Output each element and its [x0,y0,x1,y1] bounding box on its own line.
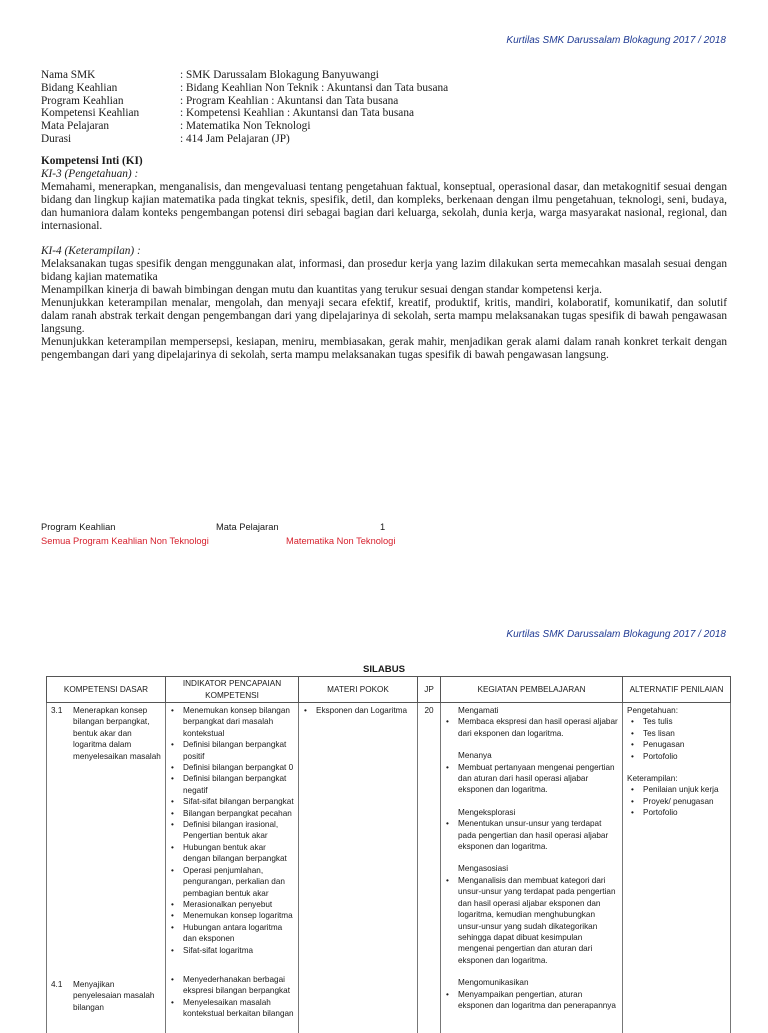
kd-cell [47,703,166,1033]
info-label: Mata Pelajaran [41,120,110,133]
list-item: • Proyek/ penugasan [630,796,726,807]
info-label: Kompetensi Keahlian [41,107,140,120]
list-item: • Portofolio [630,807,726,818]
kegiatan-heading: Menanya [458,751,492,761]
list-item: • Penilaian unjuk kerja [630,784,726,795]
footer-program-value: Semua Program Keahlian Non Teknologi [41,536,209,546]
footer-program-label: Program Keahlian [41,522,116,532]
list-item: • Membaca ekspresi dan hasil operasi aljabar dari eksponen dan logaritma. [445,716,618,739]
list-item: • Penugasan [630,739,726,750]
info-row-bidang [41,82,448,95]
kd-item [51,979,161,1013]
list-item: • Portofolio [630,751,726,762]
info-label: Durasi [41,132,72,145]
kegiatan-list [445,989,618,1012]
list-item: • Merasionalkan penyebut [170,899,294,910]
info-row-program [41,95,448,108]
list-item: • Eksponen dan Logaritma [303,705,413,716]
list-item: • Menemukan konsep bilangan berpangkat dari masalah kontekstual [170,705,294,739]
col-kegiatan: KEGIATAN PEMBELAJARAN [441,677,623,703]
kegiatan-cell [441,703,623,1033]
kd-text: Menyajikan penyelesaian masalah bilangan [73,980,155,1012]
silabus-title: SILABUS [362,664,406,675]
list-item: • Definisi bilangan berpangkat 0 [170,762,294,773]
info-value: : SMK Darussalam Blokagung Banyuwangi [180,69,379,81]
footer-mapel-value: Matematika Non Teknologi [286,536,396,546]
kegiatan-list [445,875,618,966]
info-label: Nama SMK [41,69,96,81]
list-item: • Membuat pertanyaan mengenai pengertian dan aturan dari hasil operasi aljabar eksponen dan logaritma. [445,762,618,796]
list-item: • Sifat-sifat logaritma [170,945,294,956]
col-kompetensi-dasar: KOMPETENSI DASAR [47,677,166,703]
penilaian-cell [623,703,731,1033]
kegiatan-heading: Mengeksplorasi [458,807,516,817]
list-item: • Menyelesaikan masalah kontekstual berkaitan bilangan [170,997,294,1020]
list-item: • Definisi bilangan berpangkat positif [170,739,294,762]
keterampilan-list [630,784,726,818]
info-label: Program Keahlian [41,94,124,107]
table-header-row [47,677,731,703]
ki3-label: KI-3 (Pengetahuan) : [41,167,139,180]
list-item: • Menyederhanakan berbagai ekspresi bilangan berpangkat [170,974,294,997]
list-item: • Operasi penjumlahan, pengurangan, perkalian dan pembagian bentuk akar [170,865,294,899]
keterampilan-label: Keterampilan: [627,774,678,784]
info-value: : Program Keahlian : Akuntansi dan Tata busana [180,94,399,107]
info-value: : Matematika Non Teknologi [180,120,311,133]
info-row-nama-smk [41,69,448,82]
silabus-table [46,676,731,1033]
indikator-list [170,705,294,956]
list-item: • Hubungan antara logaritma dan eksponen [170,922,294,945]
kegiatan-heading: Mengasosiasi [458,864,509,874]
list-item: • Menyampaikan pengertian, aturan eksponen dan logaritma dan penerapannya [445,989,618,1012]
kegiatan-heading: Mengamati [458,706,499,715]
school-info [41,69,448,146]
kd-number: 4.1 [51,980,63,990]
list-item: • Menentukan unsur-unsur yang terdapat pada pengertian dan hasil operasi aljabar eksponen dan logaritma. [445,818,618,852]
info-value: : 414 Jam Pelajaran (JP) [180,132,290,145]
col-penilaian: ALTERNATIF PENILAIAN [623,677,731,703]
col-jp: JP [418,677,441,703]
info-value: : Kompetensi Keahlian : Akuntansi dan Tata busana [180,107,414,120]
kd-text: Menerapkan konsep bilangan berpangkat, bentuk akar dan logaritma dalam menyelesaikan masalah [73,706,161,761]
kegiatan-list [445,716,618,739]
page2-header: Kurtilas SMK Darussalam Blokagung 2017 / 2018 [506,629,726,640]
list-item: • Definisi bilangan berpangkat negatif [170,773,294,796]
materi-list [303,705,413,716]
list-item: • Tes lisan [630,728,726,739]
ki4-label: KI-4 (Keterampilan) : [41,245,141,258]
col-indikator: INDIKATOR PENCAPAIAN KOMPETENSI [166,677,299,703]
indikator-cell [166,703,299,1033]
list-item: • Sifat-sifat bilangan berpangkat [170,796,294,807]
pengetahuan-label: Pengetahuan: [627,706,678,715]
table-row [47,703,731,1033]
kompetensi-inti [41,155,727,362]
footer-mapel-label: Mata Pelajaran [216,522,279,532]
ki3-text: Memahami, menerapkan, menganalisis, dan mengevaluasi tentang pengetahuan faktual, konseptual, operasional dasar, dan metakognitif sesuai dengan bidang dan lingkup kajian matematika pada tingkat teknis, spesifik, detil, dan kompleks, berkenaan dengan ilmu pengetahuan, teknologi, seni, budaya, dan humaniora dalam konteks pengembangan potensi diri sebagai bagian dari keluarga, sekolah, dunia kerja, warga masyarakat nasional, regional, dan internasional. [41,180,727,232]
list-item: • Menemukan konsep logaritma [170,910,294,921]
kd-item [51,705,161,762]
ki4-paragraph: Menampilkan kinerja di bawah bimbingan dengan mutu dan kuantitas yang terukur sesuai dengan standar kompetensi kerja. [41,284,602,297]
info-row-kompetensi [41,107,448,120]
pengetahuan-list [630,716,726,762]
info-row-durasi [41,133,448,146]
materi-cell [299,703,418,1033]
info-label: Bidang Keahlian [41,81,118,94]
kegiatan-list [445,762,618,796]
info-value: : Bidang Keahlian Non Teknik : Akuntansi dan Tata busana [180,81,449,94]
jp-cell: 20 [418,703,441,1033]
list-item: • Hubungan bentuk akar dengan bilangan berpangkat [170,842,294,865]
kegiatan-heading: Mengomunikasikan [458,978,529,988]
list-item: • Menganalisis dan membuat kategori dari unsur-unsur yang terdapat pada pengertian dan hasil operasi aljabar eksponen dan logaritma, kemudian menghubungkan unsur-unsur yang sudah dikategorikan sehingga dapat dibuat kesimpulan mengenai pengertian dan aturan dari eksponen dan logaritma. [445,875,618,966]
kegiatan-list [445,818,618,852]
ki4-paragraph: Menunjukkan keterampilan menalar, mengolah, dan menyaji secara efektif, kreatif, produktif, kritis, mandiri, kolaboratif, komunikatif, dan solutif dalam ranah abstrak terkait dengan pengembangan dari yang dipelajarinya di sekolah, serta mampu melaksanakan tugas spesifik di bawah pengawasan langsung. [41,297,727,335]
list-item: • Bilangan berpangkat pecahan [170,808,294,819]
ki4-paragraph: Melaksanakan tugas spesifik dengan menggunakan alat, informasi, dan prosedur kerja yang lazim dilakukan serta memecahkan masalah sesuai dengan bidang kajian matematika [41,258,727,284]
page-footer [41,520,441,548]
indikator-list-4 [170,974,294,1020]
ki-title: Kompetensi Inti (KI) [41,155,143,167]
kd-number: 3.1 [51,706,63,715]
info-row-mapel [41,120,448,133]
page-header: Kurtilas SMK Darussalam Blokagung 2017 / 2018 [506,35,726,46]
list-item: • Definisi bilangan irasional, Pengertian bentuk akar [170,819,294,842]
list-item: • Tes tulis [630,716,726,727]
page-number: 1 [380,522,386,532]
ki4-paragraph: Menunjukkan keterampilan mempersepsi, kesiapan, meniru, membiasakan, gerak mahir, menjadikan gerak alami dalam ranah konkret terkait dengan pengembangan dari yang dipelajarinya di sekolah, serta mampu melaksanakan tugas spesifik di bawah pengawasan langsung. [41,335,727,361]
col-materi-pokok: MATERI POKOK [299,677,418,703]
